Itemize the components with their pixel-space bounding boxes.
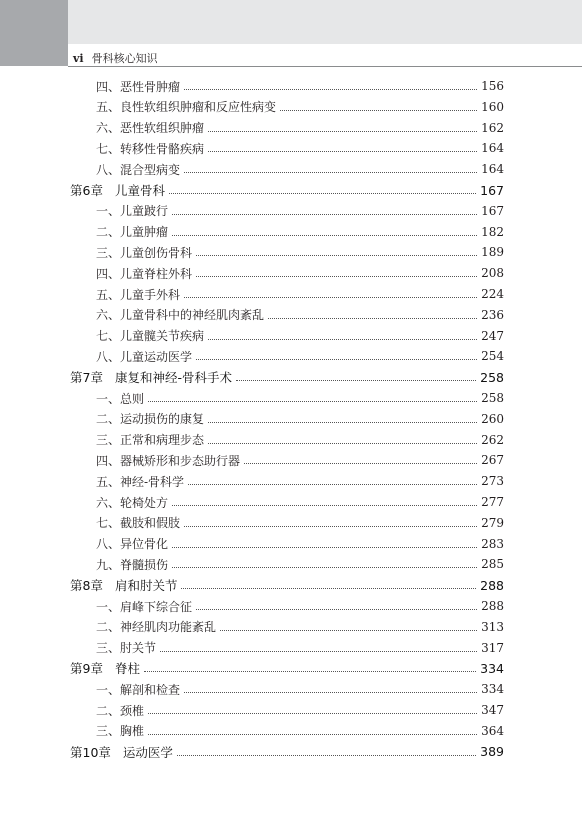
chapter-title: 脊柱 xyxy=(114,661,140,677)
toc-section-row[interactable] xyxy=(96,450,504,470)
toc-section-row[interactable] xyxy=(96,159,504,179)
toc-section-row[interactable] xyxy=(96,263,504,283)
book-title: 骨科核心知识 xyxy=(91,52,158,65)
toc-section-row[interactable] xyxy=(96,346,504,366)
chapter-title: 康复和神经-骨科手术 xyxy=(114,370,232,386)
toc-section-row[interactable] xyxy=(96,388,504,408)
section-title: 二、儿童肿瘤 xyxy=(96,225,169,240)
toc-section-row[interactable] xyxy=(96,242,504,262)
page-number: 167 xyxy=(480,182,504,198)
dot-leader xyxy=(172,213,477,215)
toc-section-row[interactable] xyxy=(96,326,504,346)
section-title: 三、肘关节 xyxy=(96,641,157,656)
dot-leader xyxy=(208,421,477,423)
page-number: 267 xyxy=(481,453,504,468)
toc-chapter-row[interactable] xyxy=(70,658,504,678)
section-title: 八、儿童运动医学 xyxy=(96,349,193,364)
section-title: 八、异位骨化 xyxy=(96,537,169,552)
chapter-title: 肩和肘关节 xyxy=(114,578,178,594)
corner-block xyxy=(0,0,68,66)
header-band xyxy=(68,0,582,44)
page-number: 364 xyxy=(481,723,504,738)
toc-section-row[interactable] xyxy=(96,534,504,554)
section-title: 三、正常和病理步态 xyxy=(96,433,205,448)
section-title: 五、儿童手外科 xyxy=(96,287,181,302)
page-number: 273 xyxy=(481,474,504,489)
chapter-number: 第6章 xyxy=(70,183,103,198)
section-title: 四、恶性骨肿瘤 xyxy=(96,79,181,94)
toc-section-row[interactable] xyxy=(96,138,504,158)
dot-leader xyxy=(220,629,477,631)
page-number: 258 xyxy=(481,391,504,405)
page-number: 224 xyxy=(481,287,504,301)
page-number: 182 xyxy=(481,224,504,239)
toc-section-row[interactable] xyxy=(96,222,504,242)
dot-leader xyxy=(148,400,477,402)
page-number: 156 xyxy=(481,79,504,93)
dot-leader xyxy=(196,358,477,360)
dot-leader xyxy=(268,317,477,319)
toc-section-row[interactable] xyxy=(96,409,504,429)
toc-section-row[interactable] xyxy=(96,638,504,658)
section-title: 六、儿童骨科中的神经肌肉紊乱 xyxy=(96,308,265,323)
section-title: 七、儿童髋关节疾病 xyxy=(96,329,205,344)
section-title: 三、胸椎 xyxy=(96,724,145,739)
section-title: 一、解剖和检查 xyxy=(96,682,181,697)
page-number: 279 xyxy=(481,515,504,530)
running-head xyxy=(73,50,158,66)
page-number: 262 xyxy=(481,432,504,447)
chapter-title: 运动医学 xyxy=(122,744,173,760)
section-title: 五、神经-骨科学 xyxy=(96,474,185,489)
dot-leader xyxy=(208,338,477,340)
section-title: 六、轮椅处方 xyxy=(96,495,169,510)
section-title: 四、器械矫形和步态助行器 xyxy=(96,453,241,468)
section-title: 七、截肢和假肢 xyxy=(96,516,181,531)
dot-leader xyxy=(172,234,477,236)
toc-section-row[interactable] xyxy=(96,554,504,574)
dot-leader xyxy=(160,650,477,652)
page-number: 164 xyxy=(481,162,504,177)
page-number: 247 xyxy=(481,328,504,343)
dot-leader xyxy=(208,442,477,444)
dot-leader xyxy=(181,587,476,589)
section-title: 四、儿童脊柱外科 xyxy=(96,266,193,281)
chapter-number: 第9章 xyxy=(70,661,103,677)
dot-leader xyxy=(196,275,477,277)
page-number: 236 xyxy=(481,307,504,322)
page-number: 164 xyxy=(481,141,504,156)
header-rule xyxy=(68,66,582,67)
dot-leader xyxy=(148,712,477,714)
toc-section-row[interactable] xyxy=(96,97,504,117)
chapter-number: 第10章 xyxy=(70,744,111,760)
section-title: 七、转移性骨骼疾病 xyxy=(96,141,205,156)
dot-leader xyxy=(236,379,476,381)
page-number: 313 xyxy=(481,619,504,634)
page-number: 334 xyxy=(480,660,504,676)
section-title: 一、肩峰下综合征 xyxy=(96,599,193,614)
dot-leader xyxy=(169,192,476,194)
toc-section-row[interactable] xyxy=(96,513,504,533)
toc-section-row[interactable] xyxy=(96,679,504,699)
dot-leader xyxy=(196,254,477,256)
page-number: 288 xyxy=(481,599,504,613)
chapter-title: 儿童骨科 xyxy=(114,183,165,198)
page-number: 167 xyxy=(481,203,504,218)
dot-leader xyxy=(280,109,477,111)
dot-leader xyxy=(184,691,477,693)
section-title: 二、神经肌肉功能紊乱 xyxy=(96,620,217,635)
dot-leader xyxy=(184,88,477,90)
section-title: 五、良性软组织肿瘤和反应性病变 xyxy=(96,100,277,115)
dot-leader xyxy=(184,171,477,173)
dot-leader xyxy=(196,608,477,610)
toc-section-row[interactable] xyxy=(96,430,504,450)
page-number: 208 xyxy=(481,266,504,281)
page-number: 189 xyxy=(481,245,504,260)
dot-leader xyxy=(172,504,477,506)
toc-chapter-row[interactable] xyxy=(70,742,504,762)
toc-section-row[interactable] xyxy=(96,492,504,512)
page-number: 283 xyxy=(481,536,504,551)
page-number: 160 xyxy=(481,99,504,114)
toc-section-row[interactable] xyxy=(96,471,504,491)
page-folio: vi xyxy=(73,52,84,65)
toc-section-row[interactable] xyxy=(96,617,504,637)
dot-leader xyxy=(184,296,477,298)
section-title: 二、颈椎 xyxy=(96,703,145,718)
dot-leader xyxy=(188,483,477,485)
section-title: 一、儿童跛行 xyxy=(96,204,169,219)
toc-chapter-row[interactable] xyxy=(70,575,504,595)
page-number: 277 xyxy=(481,495,504,509)
section-title: 九、脊髓损伤 xyxy=(96,557,169,572)
toc-section-row[interactable] xyxy=(96,201,504,221)
dot-leader xyxy=(184,525,477,527)
toc-section-row[interactable] xyxy=(96,700,504,720)
section-title: 一、总则 xyxy=(96,391,145,406)
toc-section-row[interactable] xyxy=(96,284,504,304)
page-number: 254 xyxy=(481,349,504,364)
page-number: 258 xyxy=(480,369,504,385)
page-number: 285 xyxy=(481,557,504,572)
section-title: 二、运动损伤的康复 xyxy=(96,412,205,427)
dot-leader xyxy=(177,754,476,756)
dot-leader xyxy=(244,462,477,464)
toc-section-row[interactable] xyxy=(96,305,504,325)
page-number: 317 xyxy=(481,640,504,655)
page-number: 334 xyxy=(481,682,504,697)
dot-leader xyxy=(172,566,477,568)
toc-chapter-row[interactable] xyxy=(70,180,504,200)
toc-section-row[interactable] xyxy=(96,76,504,96)
toc-section-row[interactable] xyxy=(96,118,504,138)
dot-leader xyxy=(172,546,477,548)
toc-chapter-row[interactable] xyxy=(70,367,504,387)
page-number: 162 xyxy=(481,120,504,135)
toc-section-row[interactable] xyxy=(96,721,504,741)
page-number: 389 xyxy=(480,744,504,760)
dot-leader xyxy=(208,150,477,152)
chapter-number: 第8章 xyxy=(70,578,103,594)
section-title: 三、儿童创伤骨科 xyxy=(96,245,193,260)
section-title: 六、恶性软组织肿瘤 xyxy=(96,121,205,136)
toc-section-row[interactable] xyxy=(96,596,504,616)
page-number: 288 xyxy=(480,577,504,593)
dot-leader xyxy=(144,670,476,672)
chapter-number: 第7章 xyxy=(70,370,103,386)
section-title: 八、混合型病变 xyxy=(96,162,181,177)
dot-leader xyxy=(208,130,477,132)
page-number: 260 xyxy=(481,411,504,426)
dot-leader xyxy=(148,733,477,735)
page-number: 347 xyxy=(481,703,504,717)
